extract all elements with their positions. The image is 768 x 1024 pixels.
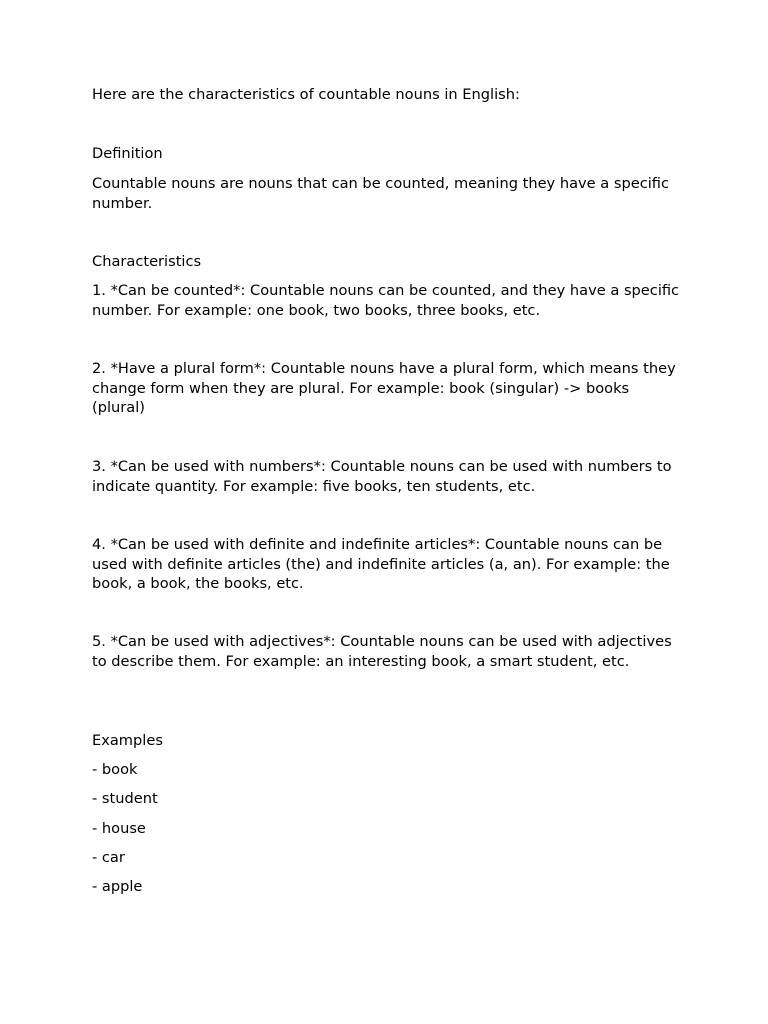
characteristic-item: 4. *Can be used with definite and indefinite articles*: Countable nouns can be used with definite articles (the) and indefinite articles (a, an). For example: the book, a book, the books, etc. — [92, 536, 670, 593]
example-item: - car — [92, 849, 125, 866]
example-item: - house — [92, 820, 146, 837]
characteristic-item: 5. *Can be used with adjectives*: Countable nouns can be used with adjectives to describe them. For example: an interesting book, a smart student, etc. — [92, 633, 672, 670]
example-item: - student — [92, 790, 158, 807]
characteristic-item: 3. *Can be used with numbers*: Countable nouns can be used with numbers to indicate quantity. For example: five books, ten students, etc. — [92, 458, 672, 495]
example-item: - book — [92, 761, 138, 778]
characteristic-item: 1. *Can be counted*: Countable nouns can be counted, and they have a specific number. For example: one book, two books, three books, etc. — [92, 282, 680, 319]
examples-heading: Examples — [92, 732, 163, 749]
intro-paragraph: Here are the characteristics of countable nouns in English: — [92, 86, 520, 103]
characteristics-heading: Characteristics — [92, 253, 202, 270]
example-item: - apple — [92, 878, 143, 895]
characteristic-item: 2. *Have a plural form*: Countable nouns have a plural form, which means they change form when they are plural. For example: book (singular) -> books (plural) — [92, 360, 676, 417]
definition-paragraph: Countable nouns are nouns that can be counted, meaning they have a specific number. — [92, 175, 669, 212]
definition-heading: Definition — [92, 145, 163, 162]
